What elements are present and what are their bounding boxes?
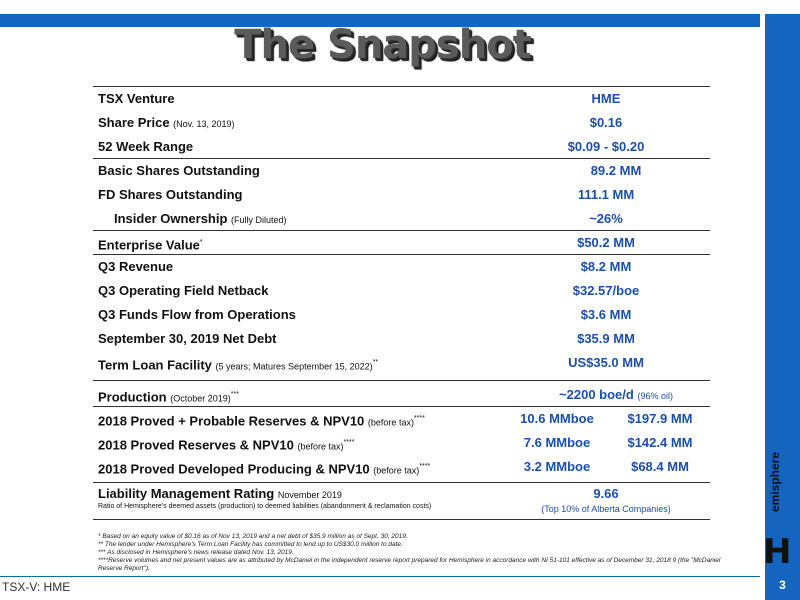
row-value: $35.9 MM [577,331,635,346]
table-rule [93,519,710,520]
page-number: 3 [779,578,786,592]
footnote: ** The lender under Hemisphere's Term Loan Facility has committed to lend up to US$30.0 million to date. [98,541,403,548]
row-label: Production (October 2019)*** [98,389,239,405]
row-label: Share Price (Nov. 13, 2019) [98,115,235,130]
table-row [98,352,710,374]
row-value: 111.1 MM [577,187,635,202]
footnote: *** As disclosed in Hemisphere's news release dated Nov. 13, 2019. [98,549,294,556]
lmr-sub: Ratio of Hemisphere's deemed assets (production) to deemed liabilities (abandonment & reclamation costs) [98,503,432,510]
lmr-value: 9.66 [593,486,619,501]
row-value: $32.57/boe [572,283,640,298]
row-label: Basic Shares Outstanding [98,163,260,178]
row-label: Q3 Funds Flow from Operations [98,307,296,322]
table-row [98,136,710,158]
row-value: 7.6 MMboe [523,435,591,450]
footnotes [98,533,738,573]
row-label: Q3 Operating Field Netback [98,283,269,298]
lmr-value-sub: (Top 10% of Alberta Companies) [541,504,671,514]
row-value: 89.2 MM [590,163,642,178]
table-row [98,280,710,302]
table-rule [93,86,710,87]
row-label: Term Loan Facility (5 years; Matures September 15, 2022)** [98,357,379,373]
table-row [98,208,710,230]
row-value: $0.09 - $0.20 [567,139,645,154]
hemisphere-logo [762,431,800,572]
row-value: 3.2 MMboe [523,459,591,474]
table-rule [93,482,710,483]
row-label: 2018 Proved Reserves & NPV10 (before tax)**** [98,437,355,453]
logo-tagline: ENERGY CORPORATION [785,431,791,512]
row-value: ~2200 boe/d (96% oil) [559,387,673,402]
table-row [98,232,710,254]
table-row [98,456,710,478]
row-value-2: $197.9 MM [627,411,693,426]
row-value-2: $68.4 MM [631,459,689,474]
row-value: HME [591,91,621,106]
row-label: Insider Ownership (Fully Diluted) [114,211,287,226]
row-label: September 30, 2019 Net Debt [98,331,277,346]
row-label: Enterprise Value* [98,237,203,253]
logo-word: emisphere [768,451,782,512]
table-rule [93,158,710,159]
row-label: Q3 Revenue [98,259,174,274]
row-label: 2018 Proved Developed Producing & NPV10 (before tax)**** [98,461,431,477]
row-label: TSX Venture [98,91,175,106]
row-value: 10.6 MMboe [520,411,594,426]
row-value: US$35.0 MM [568,355,644,370]
row-label: FD Shares Outstanding [98,187,243,202]
lmr-row [98,485,710,519]
logo-letter: H [763,532,792,572]
table-row [98,328,710,350]
table-row [98,408,710,430]
row-label: 2018 Proved + Probable Reserves & NPV10 (before tax)**** [98,413,425,429]
footer-ticker: TSX-V: HME [2,580,71,594]
table-rule [93,380,710,381]
row-label: 52 Week Range [98,139,194,154]
row-value: ~26% [589,211,623,226]
page-title: The Snapshot [234,22,531,68]
row-value: $50.2 MM [577,235,635,250]
footnote: ****Reserve volumes and net present values are as attributed by McDaniel in the independent reserve report prepared for Hemisphere in accordance with NI 51-101 effective as of December 31, 2018 9 (the "McDaniel [98,557,721,564]
table-row [98,112,710,134]
lmr-label: Liability Management Rating November 2019 [98,486,342,501]
table-row [98,304,710,326]
row-value: $0.16 [589,115,623,130]
footnote: Reserve Report"). [98,565,150,572]
row-value-2: $142.4 MM [627,435,693,450]
footer-rule [0,576,760,577]
table-row [98,432,710,454]
table-row [98,88,710,110]
table-row [98,160,710,182]
footnote: * Based on an equity value of $0.16 as of Nov 13, 2019 and a net debt of $35.9 million as of Sept. 30, 2019. [98,533,408,540]
row-value: $8.2 MM [580,259,632,274]
table-row [98,256,710,278]
row-value: $3.6 MM [580,307,632,322]
table-row [98,384,710,406]
table-row [98,184,710,206]
